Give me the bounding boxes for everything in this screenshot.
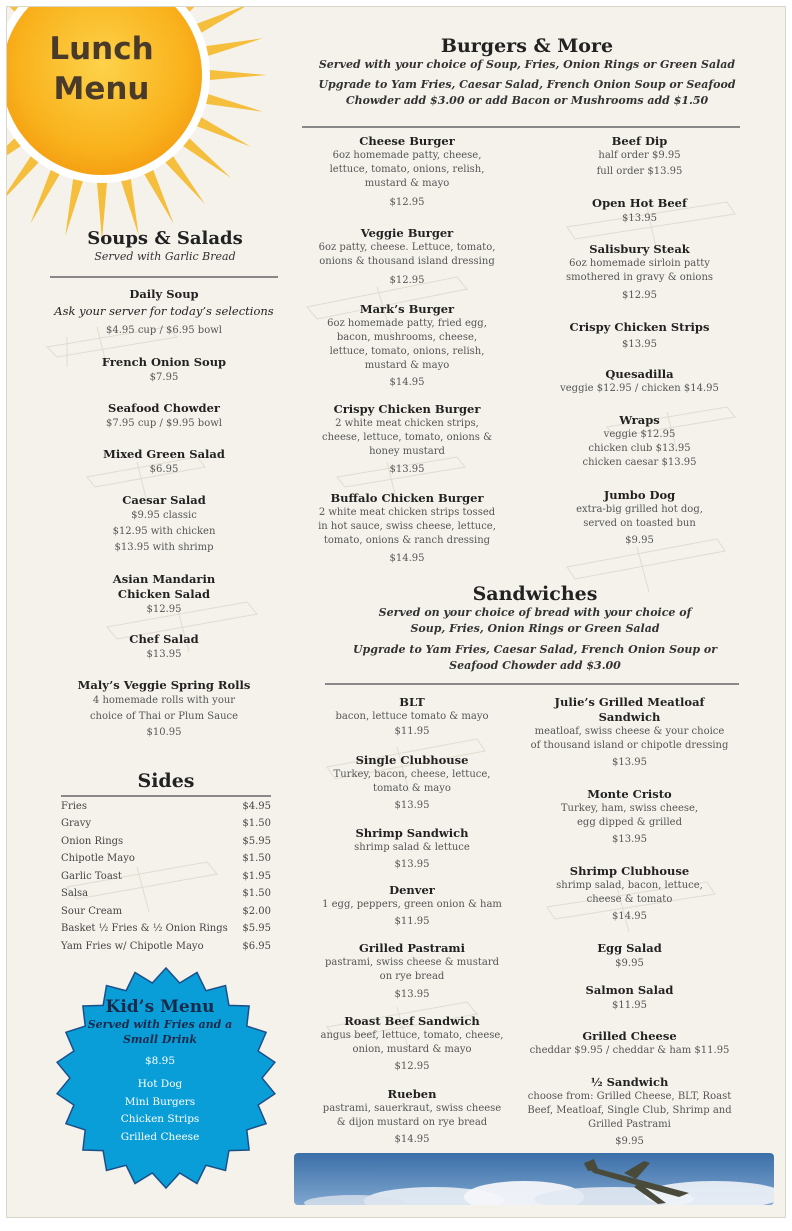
soups-subtitle: Served with Garlic Bread <box>94 250 236 263</box>
item-name: Rueben <box>387 1087 437 1101</box>
side-name: Gravy <box>61 818 92 829</box>
item-desc: cheese, lettuce, tomato, onions & <box>322 432 492 443</box>
item-name: Asian Mandarin Chicken Salad <box>112 572 216 601</box>
item-name: BLT <box>399 695 425 709</box>
item-desc: $12.95 with chicken <box>112 526 216 537</box>
item-name: ½ Sandwich <box>590 1075 669 1089</box>
item-name: Julie’s Grilled Meatloaf Sandwich <box>554 695 705 724</box>
item-price: $13.95 <box>612 757 647 768</box>
kids-title: Kid’s Menu <box>105 997 215 1017</box>
menu-item <box>522 1075 737 1149</box>
item-name: Roast Beef Sandwich <box>344 1014 480 1028</box>
item-desc: in hot sauce, swiss cheese, lettuce, <box>318 521 496 532</box>
item-price: $14.95 <box>612 911 647 922</box>
menu-item <box>37 493 291 556</box>
item-price: $13.95 <box>622 339 657 350</box>
side-price: $2.00 <box>242 906 271 917</box>
menu-title-line2: Menu <box>53 71 150 107</box>
item-desc: onion, mustard & mayo <box>352 1044 472 1055</box>
item-price: $12.95 <box>394 1061 430 1072</box>
item-name: Egg Salad <box>597 941 662 955</box>
menu-title <box>29 29 174 109</box>
side-price: $6.95 <box>242 941 271 952</box>
item-desc: tomato, onions & ranch dressing <box>323 535 491 546</box>
menu-page <box>7 7 785 1217</box>
menu-item <box>303 491 511 566</box>
item-desc: 6oz homemade sirloin patty <box>569 258 710 269</box>
item-desc: 6oz patty, cheese. Lettuce, tomato, <box>318 242 496 253</box>
burgers-title: Burgers & More <box>440 35 614 57</box>
menu-item <box>527 983 732 1013</box>
sky-airplane-banner <box>294 1153 774 1205</box>
menu-item <box>527 695 732 770</box>
menu-item <box>527 787 732 847</box>
item-desc: pastrami, swiss cheese & mustard <box>324 957 500 968</box>
side-price: $1.50 <box>242 853 271 864</box>
item-desc: 4 homemade rolls with your <box>92 695 236 706</box>
menu-item <box>527 941 732 971</box>
item-name: Mixed Green Salad <box>103 447 225 461</box>
side-price: $1.50 <box>242 888 271 899</box>
item-desc: mustard & mayo <box>364 360 450 371</box>
item-name: Jumbo Dog <box>603 488 676 502</box>
item-name: Quesadilla <box>605 367 674 381</box>
menu-item <box>37 678 291 740</box>
menu-item <box>312 883 512 929</box>
item-name: French Onion Soup <box>101 355 227 369</box>
menu-item <box>312 753 512 813</box>
item-name: Buffalo Chicken Burger <box>330 491 484 505</box>
sun-ray <box>163 154 205 204</box>
item-desc: onions & thousand island dressing <box>319 256 495 267</box>
sandwiches-subtitle-2: Soup, Fries, Onion Rings or Green Salad <box>410 622 660 635</box>
kids-item: Mini Burgers <box>124 1095 196 1108</box>
sides-row <box>61 923 271 934</box>
item-name: Shrimp Clubhouse <box>569 864 690 878</box>
item-name: Open Hot Beef <box>592 196 687 210</box>
item-desc: lettuce, tomato, onions, relish, <box>329 164 485 175</box>
item-desc: veggie $12.95 <box>603 429 676 440</box>
item-desc: 6oz homemade patty, fried egg, <box>327 318 487 329</box>
item-desc: tomato & mayo <box>373 783 451 794</box>
side-price: $1.95 <box>242 871 271 882</box>
item-desc: cheese & tomato <box>586 894 673 905</box>
menu-item <box>312 1014 512 1074</box>
sun-ray <box>207 70 267 80</box>
item-desc: Turkey, ham, swiss cheese, <box>560 803 699 814</box>
menu-item <box>37 447 291 477</box>
kids-item: Chicken Strips <box>120 1113 200 1125</box>
item-price: $6.95 <box>149 464 179 475</box>
item-price: $13.95 <box>394 989 430 1000</box>
item-name: Monte Cristo <box>587 787 672 801</box>
sun-ray <box>194 116 250 147</box>
menu-item <box>307 402 507 477</box>
item-desc: choice of Thai or Plum Sauce <box>89 711 239 722</box>
sandwiches-subtitle-1: Served on your choice of bread with your choice of <box>378 606 692 619</box>
menu-item <box>537 488 742 548</box>
side-name: Yam Fries w/ Chipotle Mayo <box>61 941 204 952</box>
item-price: $12.95 <box>389 275 425 286</box>
item-name: Maly’s Veggie Spring Rolls <box>77 678 251 692</box>
sun-ray <box>7 154 41 204</box>
item-desc: veggie $12.95 / chicken $14.95 <box>560 383 719 394</box>
item-name: Seafood Chowder <box>108 401 220 415</box>
sandwiches-divider <box>325 683 739 685</box>
side-price: $1.50 <box>242 818 271 829</box>
item-price: $9.95 <box>615 958 644 969</box>
side-name: Fries <box>61 801 87 812</box>
item-desc: $9.95 classic <box>131 510 197 521</box>
sides-divider <box>61 795 271 797</box>
sun-ray <box>30 167 61 223</box>
sandwiches-subtitle-3: Upgrade to Yam Fries, Caesar Salad, French Onion Soup or <box>352 643 718 656</box>
item-desc: $13.95 with shrimp <box>114 542 214 553</box>
sides-row <box>61 818 271 829</box>
item-desc: full order $13.95 <box>596 166 683 177</box>
sides-row <box>61 871 271 882</box>
soups-divider <box>50 276 278 278</box>
item-desc: Turkey, bacon, cheese, lettuce, <box>333 769 491 780</box>
item-desc: shrimp salad, bacon, lettuce, <box>556 880 703 891</box>
item-name: Chef Salad <box>129 632 199 646</box>
item-name: Mark’s Burger <box>359 302 455 316</box>
item-desc: bacon, lettuce tomato & mayo <box>335 711 489 722</box>
soups-section-header <box>51 228 279 265</box>
item-name: Beef Dip <box>611 134 668 148</box>
item-desc: 1 egg, peppers, green onion & ham <box>322 899 502 910</box>
kids-item: Hot Dog <box>137 1078 183 1090</box>
item-price: $11.95 <box>394 916 430 927</box>
item-desc: smothered in gravy & onions <box>565 272 714 283</box>
item-name: Single Clubhouse <box>355 753 469 767</box>
item-price: $9.95 <box>615 1136 644 1147</box>
menu-item <box>537 242 742 303</box>
item-price: $13.95 <box>394 859 430 870</box>
side-price: $5.95 <box>242 923 271 934</box>
item-name: Caesar Salad <box>122 493 206 507</box>
item-desc: & dijon mustard on rye bread <box>336 1117 488 1128</box>
item-price: $12.95 <box>622 290 657 301</box>
item-desc: chicken club $13.95 <box>588 443 691 454</box>
menu-item <box>307 226 507 288</box>
item-desc: angus beef, lettuce, tomato, cheese, <box>320 1030 504 1041</box>
side-price: $4.95 <box>242 801 271 812</box>
item-desc: chicken caesar $13.95 <box>582 457 697 468</box>
menu-item <box>37 401 291 431</box>
item-price: $13.95 <box>394 800 430 811</box>
sides-row <box>61 888 271 899</box>
item-price: $11.95 <box>394 726 430 737</box>
item-price: $12.95 <box>146 604 182 615</box>
kids-item: Grilled Cheese <box>120 1130 200 1143</box>
menu-title-line1: Lunch <box>49 31 154 67</box>
item-price: $13.95 <box>389 464 425 475</box>
menu-item <box>37 355 291 385</box>
menu-item <box>537 320 742 352</box>
sides-row <box>61 941 271 952</box>
item-desc: lettuce, tomato, onions, relish, <box>329 346 485 357</box>
item-price: $13.95 <box>146 649 182 660</box>
sandwiches-subtitle-4: Seafood Chowder add $3.00 <box>449 659 621 672</box>
item-name: Salisbury Steak <box>589 242 690 256</box>
kids-menu <box>75 997 245 1146</box>
sun-ray <box>194 7 250 34</box>
sun-ray <box>181 136 231 178</box>
item-desc: Grilled Pastrami <box>588 1119 671 1130</box>
menu-item <box>537 196 742 226</box>
item-price: $7.95 cup / $9.95 bowl <box>106 418 222 429</box>
item-desc: 2 white meat chicken strips, <box>335 418 479 429</box>
sandwiches-title: Sandwiches <box>472 583 598 605</box>
burgers-subtitle-2: Upgrade to Yam Fries, Caesar Salad, French Onion Soup or Seafood <box>318 78 736 91</box>
menu-item <box>307 134 507 210</box>
item-desc: served on toasted bun <box>583 518 696 529</box>
sides-row <box>61 853 271 864</box>
burgers-subtitle-3: Chowder add $3.00 or add Bacon or Mushrooms add $1.50 <box>345 94 709 107</box>
item-name: Grilled Cheese <box>582 1029 677 1043</box>
item-price: $9.95 <box>625 535 654 546</box>
item-desc: Ask your server for today’s selections <box>54 304 274 318</box>
menu-item <box>537 413 742 470</box>
sun-ray <box>65 176 83 236</box>
menu-item <box>102 572 226 617</box>
item-name: Denver <box>389 883 435 897</box>
menu-item <box>37 287 291 338</box>
kids-price: $8.95 <box>144 1055 176 1067</box>
item-name: Crispy Chicken Strips <box>569 320 710 334</box>
menu-item <box>537 367 742 396</box>
side-name: Chipotle Mayo <box>61 853 135 864</box>
item-price: $14.95 <box>389 553 425 564</box>
item-name: Shrimp Sandwich <box>355 826 469 840</box>
sides-row <box>61 836 271 847</box>
sides-row <box>61 906 271 917</box>
item-name: Cheese Burger <box>359 134 455 148</box>
sides-section-header <box>61 770 271 792</box>
sun-ray <box>203 93 263 111</box>
item-price: $13.95 <box>622 213 657 224</box>
side-name: Sour Cream <box>61 906 123 917</box>
sandwiches-section-header <box>325 583 745 674</box>
sun-ray <box>143 167 174 223</box>
side-name: Basket ½ Fries & ½ Onion Rings <box>61 923 228 934</box>
item-desc: bacon, mushrooms, cheese, <box>336 332 478 343</box>
menu-item <box>37 632 291 662</box>
item-price: $4.95 cup / $6.95 bowl <box>106 325 222 336</box>
item-desc: egg dipped & grilled <box>577 817 682 828</box>
menu-item <box>312 1087 512 1147</box>
item-desc: 2 white meat chicken strips tossed <box>318 507 496 518</box>
item-price: $12.95 <box>389 197 425 208</box>
item-name: Daily Soup <box>129 287 199 301</box>
menu-item <box>312 695 512 739</box>
item-name: Veggie Burger <box>360 226 454 240</box>
item-price: $14.95 <box>389 377 425 388</box>
item-name: Grilled Pastrami <box>359 941 465 955</box>
burgers-divider <box>302 126 740 128</box>
item-name: Crispy Chicken Burger <box>333 402 481 416</box>
burgers-section-header <box>307 35 747 109</box>
item-desc: half order $9.95 <box>598 150 681 161</box>
item-desc: extra-big grilled hot dog, <box>576 504 703 515</box>
item-desc: mustard & mayo <box>364 178 450 189</box>
menu-item <box>312 826 512 872</box>
item-desc: cheddar $9.95 / cheddar & ham $11.95 <box>529 1045 730 1056</box>
burgers-subtitle-1: Served with your choice of Soup, Fries, Onion Rings or Green Salad <box>318 58 736 71</box>
item-desc: meatloaf, swiss cheese & your choice <box>534 726 725 737</box>
item-desc: 6oz homemade patty, cheese, <box>332 150 482 161</box>
item-desc: choose from: Grilled Cheese, BLT, Roast <box>527 1091 732 1102</box>
menu-item <box>307 302 507 390</box>
item-desc: shrimp salad & lettuce <box>354 842 470 853</box>
side-name: Onion Rings <box>61 836 124 847</box>
side-name: Salsa <box>61 888 89 899</box>
item-price: $14.95 <box>394 1134 430 1145</box>
side-price: $5.95 <box>242 836 271 847</box>
sides-row <box>61 801 271 812</box>
item-price: $10.95 <box>146 727 182 738</box>
item-desc: Beef, Meatloaf, Single Club, Shrimp and <box>527 1105 732 1116</box>
side-name: Garlic Toast <box>61 871 122 882</box>
kids-subtitle-2: Small Drink <box>122 1033 198 1046</box>
menu-item <box>522 1029 737 1058</box>
item-price: $11.95 <box>612 1000 647 1011</box>
item-name: Salmon Salad <box>585 983 674 997</box>
item-name: Wraps <box>619 413 660 427</box>
item-desc: honey mustard <box>369 446 445 457</box>
sun-ray <box>120 176 138 236</box>
sun-ray <box>203 38 263 56</box>
menu-item <box>537 134 742 179</box>
item-price: $7.95 <box>149 372 179 383</box>
soups-title: Soups & Salads <box>87 228 243 249</box>
menu-item <box>312 941 512 1002</box>
kids-subtitle-1: Served with Fries and a <box>87 1018 233 1031</box>
menu-item <box>527 864 732 924</box>
sides-title: Sides <box>137 770 195 792</box>
item-desc: pastrami, sauerkraut, swiss cheese <box>322 1103 502 1114</box>
item-desc: on rye bread <box>379 971 445 982</box>
item-desc: of thousand island or chipotle dressing <box>530 740 729 751</box>
item-price: $13.95 <box>612 834 647 845</box>
